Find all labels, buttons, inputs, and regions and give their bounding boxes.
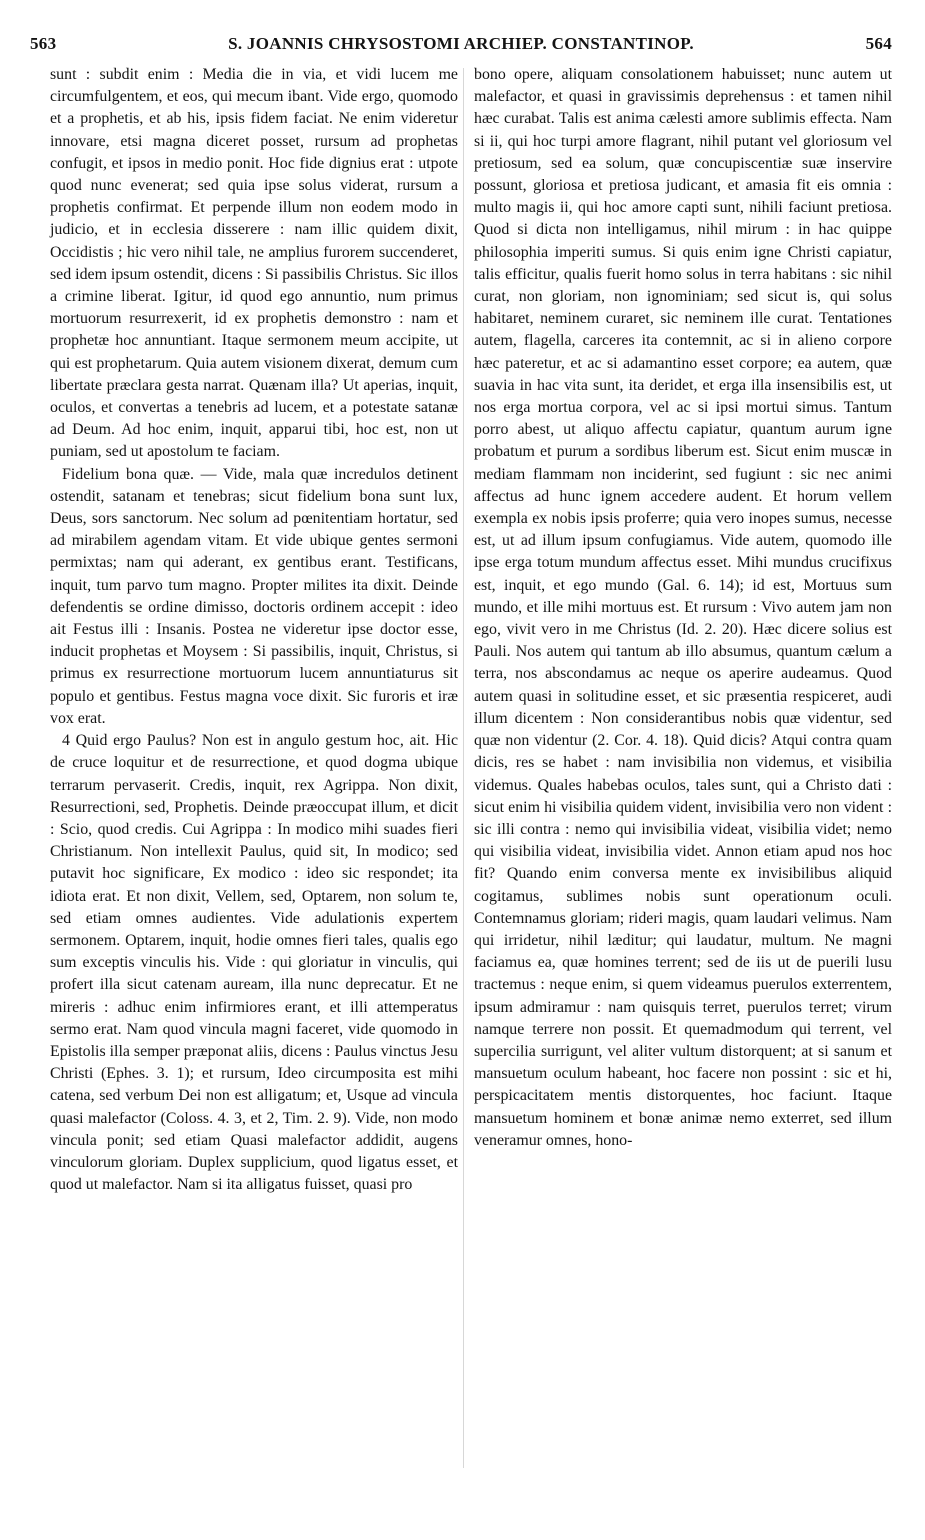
left-column (50, 64, 458, 1196)
page-number-right: 564 (865, 34, 892, 53)
column-divider (463, 68, 464, 1468)
paragraph: Fidelium bona quæ. — Vide, mala quæ incredulos detinent ostendit, satanam et tenebras; sicut fidelium bona sunt lux, Deus, sors sanctorum. Nec solum ad pœnitentiam hortatur, sed ad mirabilem agendam vitam. Et vide ubique gentes sermoni permixtas; nam qui aderant, ex gentibus erant. Testificans, inquit, tum parvo tum magno. Propter milites ita dixit. Deinde defendentis se ordine dimisso, doctoris ordinem accepit : ideo ait Festus illi : Insanis. Postea ne videretur ipse doctor esse, inducit prophetas et Moysem : Si passibilis, inquit, Christus, si primus ex resurrectione mortuorum lucem annuntiaturus sit populo et gentibus. Festus magna voce dixit. Sic furoris et iræ vox erat. (50, 465, 458, 727)
paragraph: bono opere, aliquam consolationem habuisset; nunc autem ut malefactor, et quasi in gravissimis deprehensus : et tamen nihil hæc curabat. Talis est anima cælesti amore sublimis effecta. Nam si ii, qui hoc turpi amore flagrant, nihil putant vel gloriosum vel pretiosum, sed ea solum, quæ concupiscentiæ suæ inservire possunt, gloriosa et pretiosa judicant, et amasia fit eis omnia : multo magis ii, qui hoc amore capti sunt, nihili faciunt pretiosa. Quod si dicta non intelligamus, nihil mirum : in hac quippe philosophia imperiti sumus. Si quis enim igne Christi capiatur, talis efficitur, qualis fuerit homo solus in terra habitans : sic nihil curat, non gloriam, non ignominiam; sed sicut is, qui solus habitaret, neminem curaret, sic neminem ille curat. Tentationes autem, flagella, carceres ita contemnit, ac si in alieno corpore hæc pateretur, et ac si adamantino esset corpore; ea autem, quæ suavia in hac vita sunt, ita deridet, et erga illa insensibilis est, ut nos erga mortua corpora, vel ac si ipsi mortui simus. Tantum porro abest, ut aliquo affectu capiatur, quantum aurum igne probatum et purum a sordibus liberum est. Sicut enim muscæ in mediam flammam non inciderint, sed fugiunt : sic nec animi affectus ad hunc ignem accedere audent. Et horum vellem exempla ex nobis ipsis proferre; quia vero inopes sumus, necesse est, ut ad illum ipsum confugiamus. Vide autem, quomodo ille ipse erga totum mundum affectus esset. Mihi mundus crucifixus est, inquit, et ego mundo (Gal. 6. 14); id est, Mortuus sum mundo, et ille mihi mortuus est. Et rursum : Vivo autem jam non ego, vivit vero in me Christus (Id. 2. 20). Hæc dicere solius est Pauli. Nos autem qui tantum ab illo absumus, quantum cælum a terra, nos abscondamus ac neque os aperire audeamus. Quod autem quasi in solitudine esset, et sic præsentia respiceret, audi illum dicentem : Non considerantibus nobis quæ videntur, sed quæ non videntur (2. Cor. 4. 18). Quid dicis? Atqui contra quam dicis, res se habet : nam invisibilia non videmus, et visibilia videmus. Quales habebas oculos, tales sunt, qui a Christo dati : sicut enim hi visibilia quidem vident, invisibilia vero non vident : sic illi contra : nemo qui invisibilia videat, visibilia videt; nemo qui visibilia videat, invisibilia videt. Annon etiam apud nos hoc fit? Quando enim conversa mente ex invisibilibus aliquid cogitamus, sublimes nobis sunt operationum oculi. Contemnamus gloriam; rideri magis, quam laudari velimus. Nam qui irridetur, nihil læditur; qui laudatur, multum. Ne magni faciamus ea, quæ homines terrent; sed de iis ut de puerili lusu tractemus : neque enim, si quem videamus puerulos exterrentem, ipsum admiramur : nam quisquis terret, puerulos terret; virum namque terrere non possit. Et quemadmodum qui terrent, vel supercilia surrigunt, vel aliter vultum distorquent; at si sanum et mansuetum oculum habeant, hoc facere non possint : sic et hi, perspicacitatem mentis distorquentes, hoc faciunt. Itaque mansuetum hominem et bonæ animæ nemo exterret, sed illum veneramur omnes, hono- (474, 66, 892, 1149)
right-column (474, 64, 892, 1152)
page-number-left: 563 (30, 34, 57, 53)
paragraph: 4 Quid ergo Paulus? Non est in angulo gestum hoc, ait. Hic de cruce loquitur et de resurrectione, et quod dogma ubique terrarum pervaserit. Credis, inquit, rex Agrippa. Non dixit, Resurrectioni, sed, Prophetis. Deinde præoccupat illum, et dicit : Scio, quod credis. Cui Agrippa : In modico mihi suades fieri Christianum. Non intellexit Paulus, quid sit, In modico; sed putavit hoc significare, Ex modico : ideo sic respondet; ita idiota erat. Et non dixit, Vellem, sed, Optarem, non solum te, sed etiam omnes audientes. Vide adulationis expertem sermonem. Optarem, inquit, hodie omnes fieri tales, qualis ego sum exceptis vinculis his. Vide : qui gloriatur in vinculis, qui profert illa sicut catenam auream, illa nunc deprecatur. Et ne mireris : adhuc enim infirmiores erant, et illi attemperatus sermo erat. Nam quod vincula magni faceret, vide quomodo in Epistolis illa semper præponat aliis, dicens : Paulus vinctus Jesu Christi (Ephes. 3. 1); et rursum, Ideo circumposita est mihi catena, sed verbum Dei non est alligatum; et, Usque ad vincula quasi malefactor (Coloss. 4. 3, et 2, Tim. 2. 9). Vide, non modo vincula ponit; sed etiam Quasi malefactor addidit, augens vinculorum gloriam. Duplex supplicium, quod ligatus esset, et quod ut malefactor. Nam si ita alligatus fuisset, quasi pro (50, 732, 458, 1194)
paragraph: sunt : subdit enim : Media die in via, et vidi lucem me circumfulgentem, et eos, qui mecum ibant. Vide ergo, quomodo et a prophetis, et ab his, ipsis fidem faciat. Ne enim videretur innovare, etsi magna diceret posset, rursum ad prophetas confugit, et ipsos in medio ponit. Hoc fide dignius erat : utpote quod nunc evenerat; sed quia ipse solus viderat, rursum a prophetis confirmat. Et perpende illum non eodem modo in judicio, et in ecclesia disserere : nam illic quidem dixit, Occidistis ; hic vero nihil tale, ne amplius furorem succenderet, sed idem ipsum ostendit, dicens : Si passibilis Christus. Sic illos a crimine liberat. Igitur, id quod ego annuntio, num primus mortuorum resurrexerit, id ex prophetis demonstro : nam et prophetæ hoc annuntiant. Itaque sermonem meum accipite, ut qui est prophetarum. Quia autem visionem dixerat, demum cum libertate præclara gesta narrat. Quænam illa? Ut aperias, inquit, oculos, et convertas a tenebris ad lucem, et a potestate satanæ ad Deum. Ad hoc enim, inquit, apparui tibi, hoc est, non ut puniam, sed ut apostolum te faciam. (50, 66, 458, 461)
running-title: S. JOANNIS CHRYSOSTOMI ARCHIEP. CONSTANTINOP. (228, 34, 694, 53)
running-header (30, 34, 892, 56)
